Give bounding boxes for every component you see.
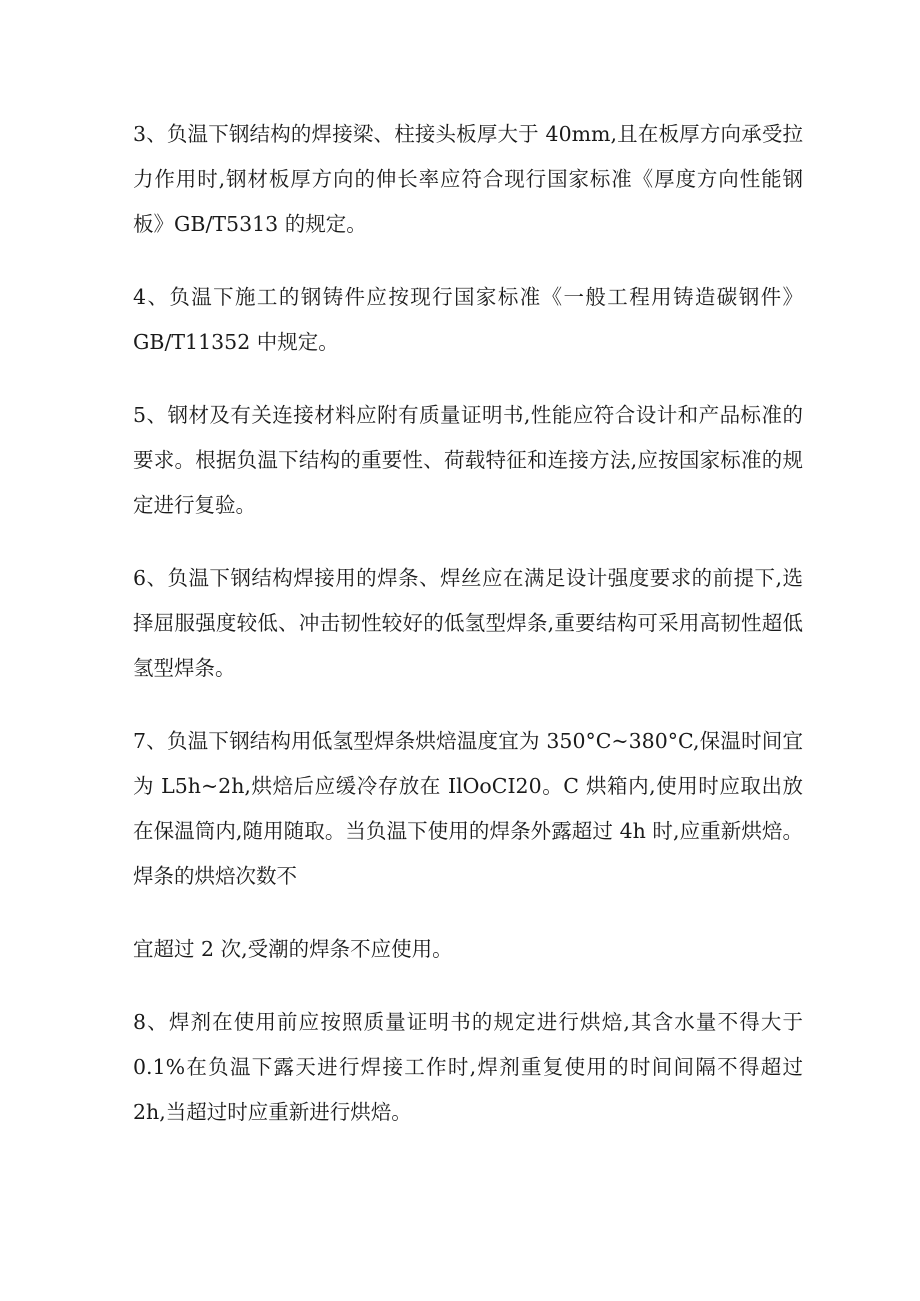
paragraph-item-7: 7、负温下钢结构用低氢型焊条烘焙温度宜为 350°C~380°C,保温时间宜为 L5h~2h,烘焙后应缓冷存放在 IlOoCI20。C 烘箱内,使用时应取出放在保温筒内,随用随取。当负温下使用的焊条外露超过 4h 时,应重新烘焙。焊条的烘焙次数不 <box>133 729 803 888</box>
document-body <box>133 112 803 1163</box>
paragraph-item-4: 4、负温下施工的钢铸件应按现行国家标准《一般工程用铸造碳钢件》GB/T11352 中规定。 <box>133 285 803 354</box>
paragraph-item-7-continued: 宜超过 2 次,受潮的焊条不应使用。 <box>133 937 453 961</box>
paragraph-item-8: 8、焊剂在使用前应按照质量证明书的规定进行烘焙,其含水量不得大于 0.1%在负温下露天进行焊接工作时,焊剂重复使用的时间间隔不得超过 2h,当超过时应重新进行烘焙。 <box>133 1010 803 1124</box>
paragraph-item-3: 3、负温下钢结构的焊接梁、柱接头板厚大于 40mm,且在板厚方向承受拉力作用时,钢材板厚方向的伸长率应符合现行国家标准《厚度方向性能钢板》GB/T5313 的规定。 <box>133 122 803 236</box>
paragraph-item-6: 6、负温下钢结构焊接用的焊条、焊丝应在满足设计强度要求的前提下,选择屈服强度较低、冲击韧性较好的低氢型焊条,重要结构可采用高韧性超低氢型焊条。 <box>133 566 803 680</box>
paragraph-item-5: 5、钢材及有关连接材料应附有质量证明书,性能应符合设计和产品标准的要求。根据负温下结构的重要性、荷载特征和连接方法,应按国家标准的规定进行复验。 <box>133 403 803 517</box>
